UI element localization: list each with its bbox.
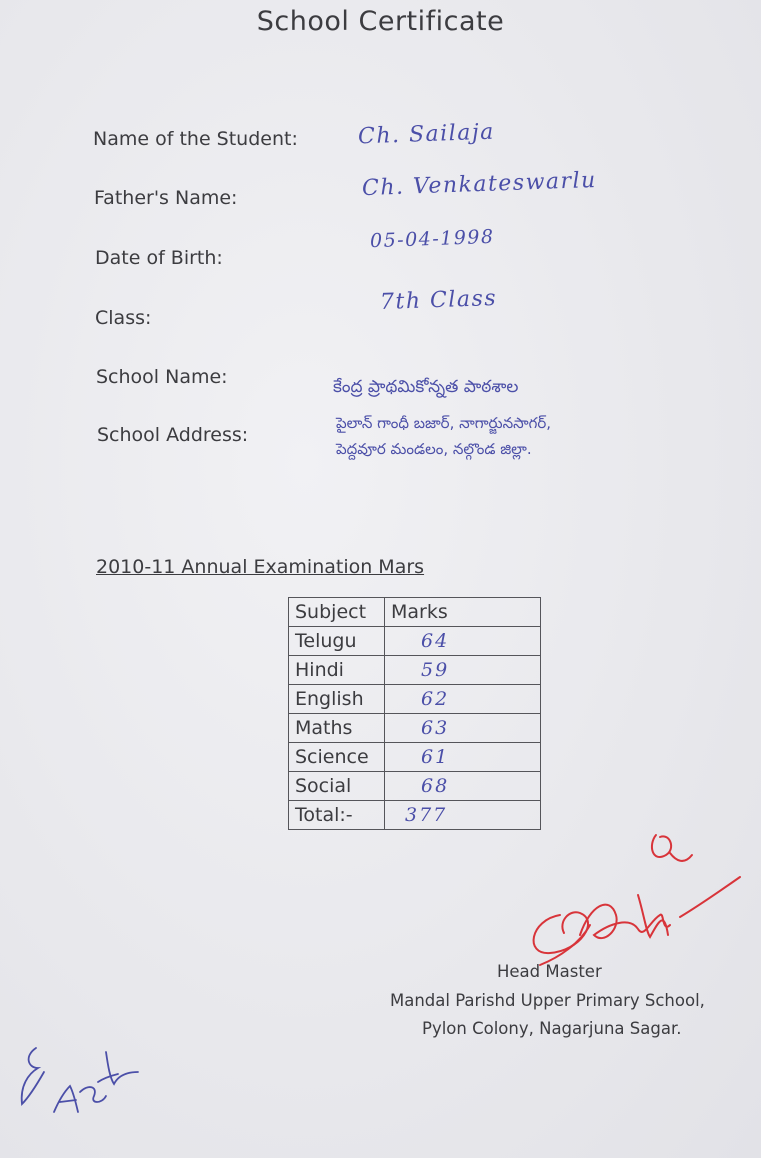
school-address-line-1: పైలాన్ గాంధీ బజార్, నాగార్జునసాగర్, xyxy=(336,414,552,432)
father-name-value: Ch. Venkateswarlu xyxy=(361,167,598,202)
school-name-label: School Name: xyxy=(96,366,228,388)
table-row xyxy=(289,772,541,801)
page-title: School Certificate xyxy=(256,6,505,37)
subject-cell: Hindi xyxy=(289,656,385,685)
subject-cell: Telugu xyxy=(289,627,385,656)
student-name-value: Ch. Sailaja xyxy=(357,119,496,150)
subject-cell: Science xyxy=(289,743,385,772)
subject-cell: Social xyxy=(289,772,385,801)
head-master-signature xyxy=(520,825,750,975)
column-header-subject: Subject xyxy=(289,598,385,627)
marks-cell: 62 xyxy=(385,685,541,714)
marks-table xyxy=(288,597,541,830)
table-row xyxy=(289,656,541,685)
school-full-name: Mandal Parishd Upper Primary School, xyxy=(390,991,705,1010)
table-row xyxy=(289,743,541,772)
table-row xyxy=(289,627,541,656)
table-row xyxy=(289,714,541,743)
exam-heading: 2010-11 Annual Examination Mars xyxy=(96,556,425,578)
student-name-label: Name of the Student: xyxy=(93,128,298,150)
date-of-birth-value: 05-04-1998 xyxy=(369,225,495,253)
marks-cell: 59 xyxy=(385,656,541,685)
marks-cell: 68 xyxy=(385,772,541,801)
column-header-marks: Marks xyxy=(385,598,541,627)
school-name-value: కేంద్ర ప్రాథమికోన్నత పాఠశాల xyxy=(333,377,519,397)
marks-cell: 63 xyxy=(385,714,541,743)
table-row xyxy=(289,685,541,714)
head-master-title: Head Master xyxy=(497,962,602,981)
verifier-signature xyxy=(14,1042,144,1122)
table-total-row xyxy=(289,801,541,830)
marks-cell: 61 xyxy=(385,743,541,772)
total-marks-cell: 377 xyxy=(385,801,541,830)
total-label-cell: Total:- xyxy=(289,801,385,830)
date-of-birth-label: Date of Birth: xyxy=(95,247,223,269)
subject-cell: Maths xyxy=(289,714,385,743)
school-address-label: School Address: xyxy=(97,424,249,446)
father-name-label: Father's Name: xyxy=(94,187,238,209)
school-address-line-2: పెద్దవూర మండలం, నల్గొండ జిల్లా. xyxy=(336,440,532,458)
table-header-row xyxy=(289,598,541,627)
school-location: Pylon Colony, Nagarjuna Sagar. xyxy=(422,1019,682,1038)
class-value: 7th Class xyxy=(379,285,498,316)
subject-cell: English xyxy=(289,685,385,714)
marks-cell: 64 xyxy=(385,627,541,656)
class-label: Class: xyxy=(95,307,152,329)
